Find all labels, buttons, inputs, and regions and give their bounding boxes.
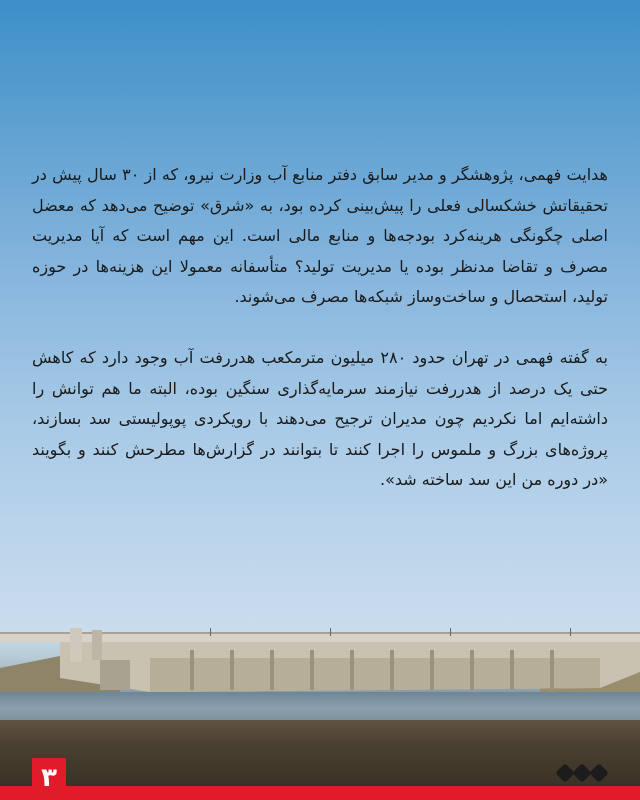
dots-decoration-icon (558, 766, 606, 780)
article-text (32, 160, 608, 496)
footer-accent-bar (0, 786, 640, 800)
article-paragraph-1: هدایت فهمی، پژوهشگر و مدیر سابق دفتر منابع آب وزارت نیرو، که از ۳۰ سال پیش در تحقیقاتش خشکسالی فعلی را پیش‌بینی کرده بود، به «شرق» توضیح می‌دهد که معضل اصلی چگونگی هرینه‌کرد بودجه‌ها و منابع مالی است. این مهم است که آیا مدیریت مصرف و تقاضا مدنظر بوده یا مدیریت تولید؟ متأسفانه معمولا این هزینه‌ها در حوزه تولید، استحصال و ساخت‌وساز شبکه‌ها مصرف می‌شوند. (32, 165, 608, 307)
dry-ground (0, 720, 640, 786)
page-number: ۳ (32, 758, 66, 800)
dot-icon (589, 763, 609, 783)
article-paragraph-2: به گفته فهمی در تهران حدود ۲۸۰ میلیون مترمکعب هدررفت آب وجود دارد که کاهش حتی یک درصد از هدررفت نیازمند سرمایه‌گذاری سنگین بوده، البته ما هم توانش را داشته‌ایم اما نکردیم چون مدیران ترجیح می‌دهند با رویکردی پوپولیستی سد بسازند، پروژه‌های بزرگ و ملموس را اجرا کنند تا بتوانند در گزارش‌ها مطرحش کنند و بگویند «در دوره من این سد ساخته شد». (32, 347, 608, 490)
